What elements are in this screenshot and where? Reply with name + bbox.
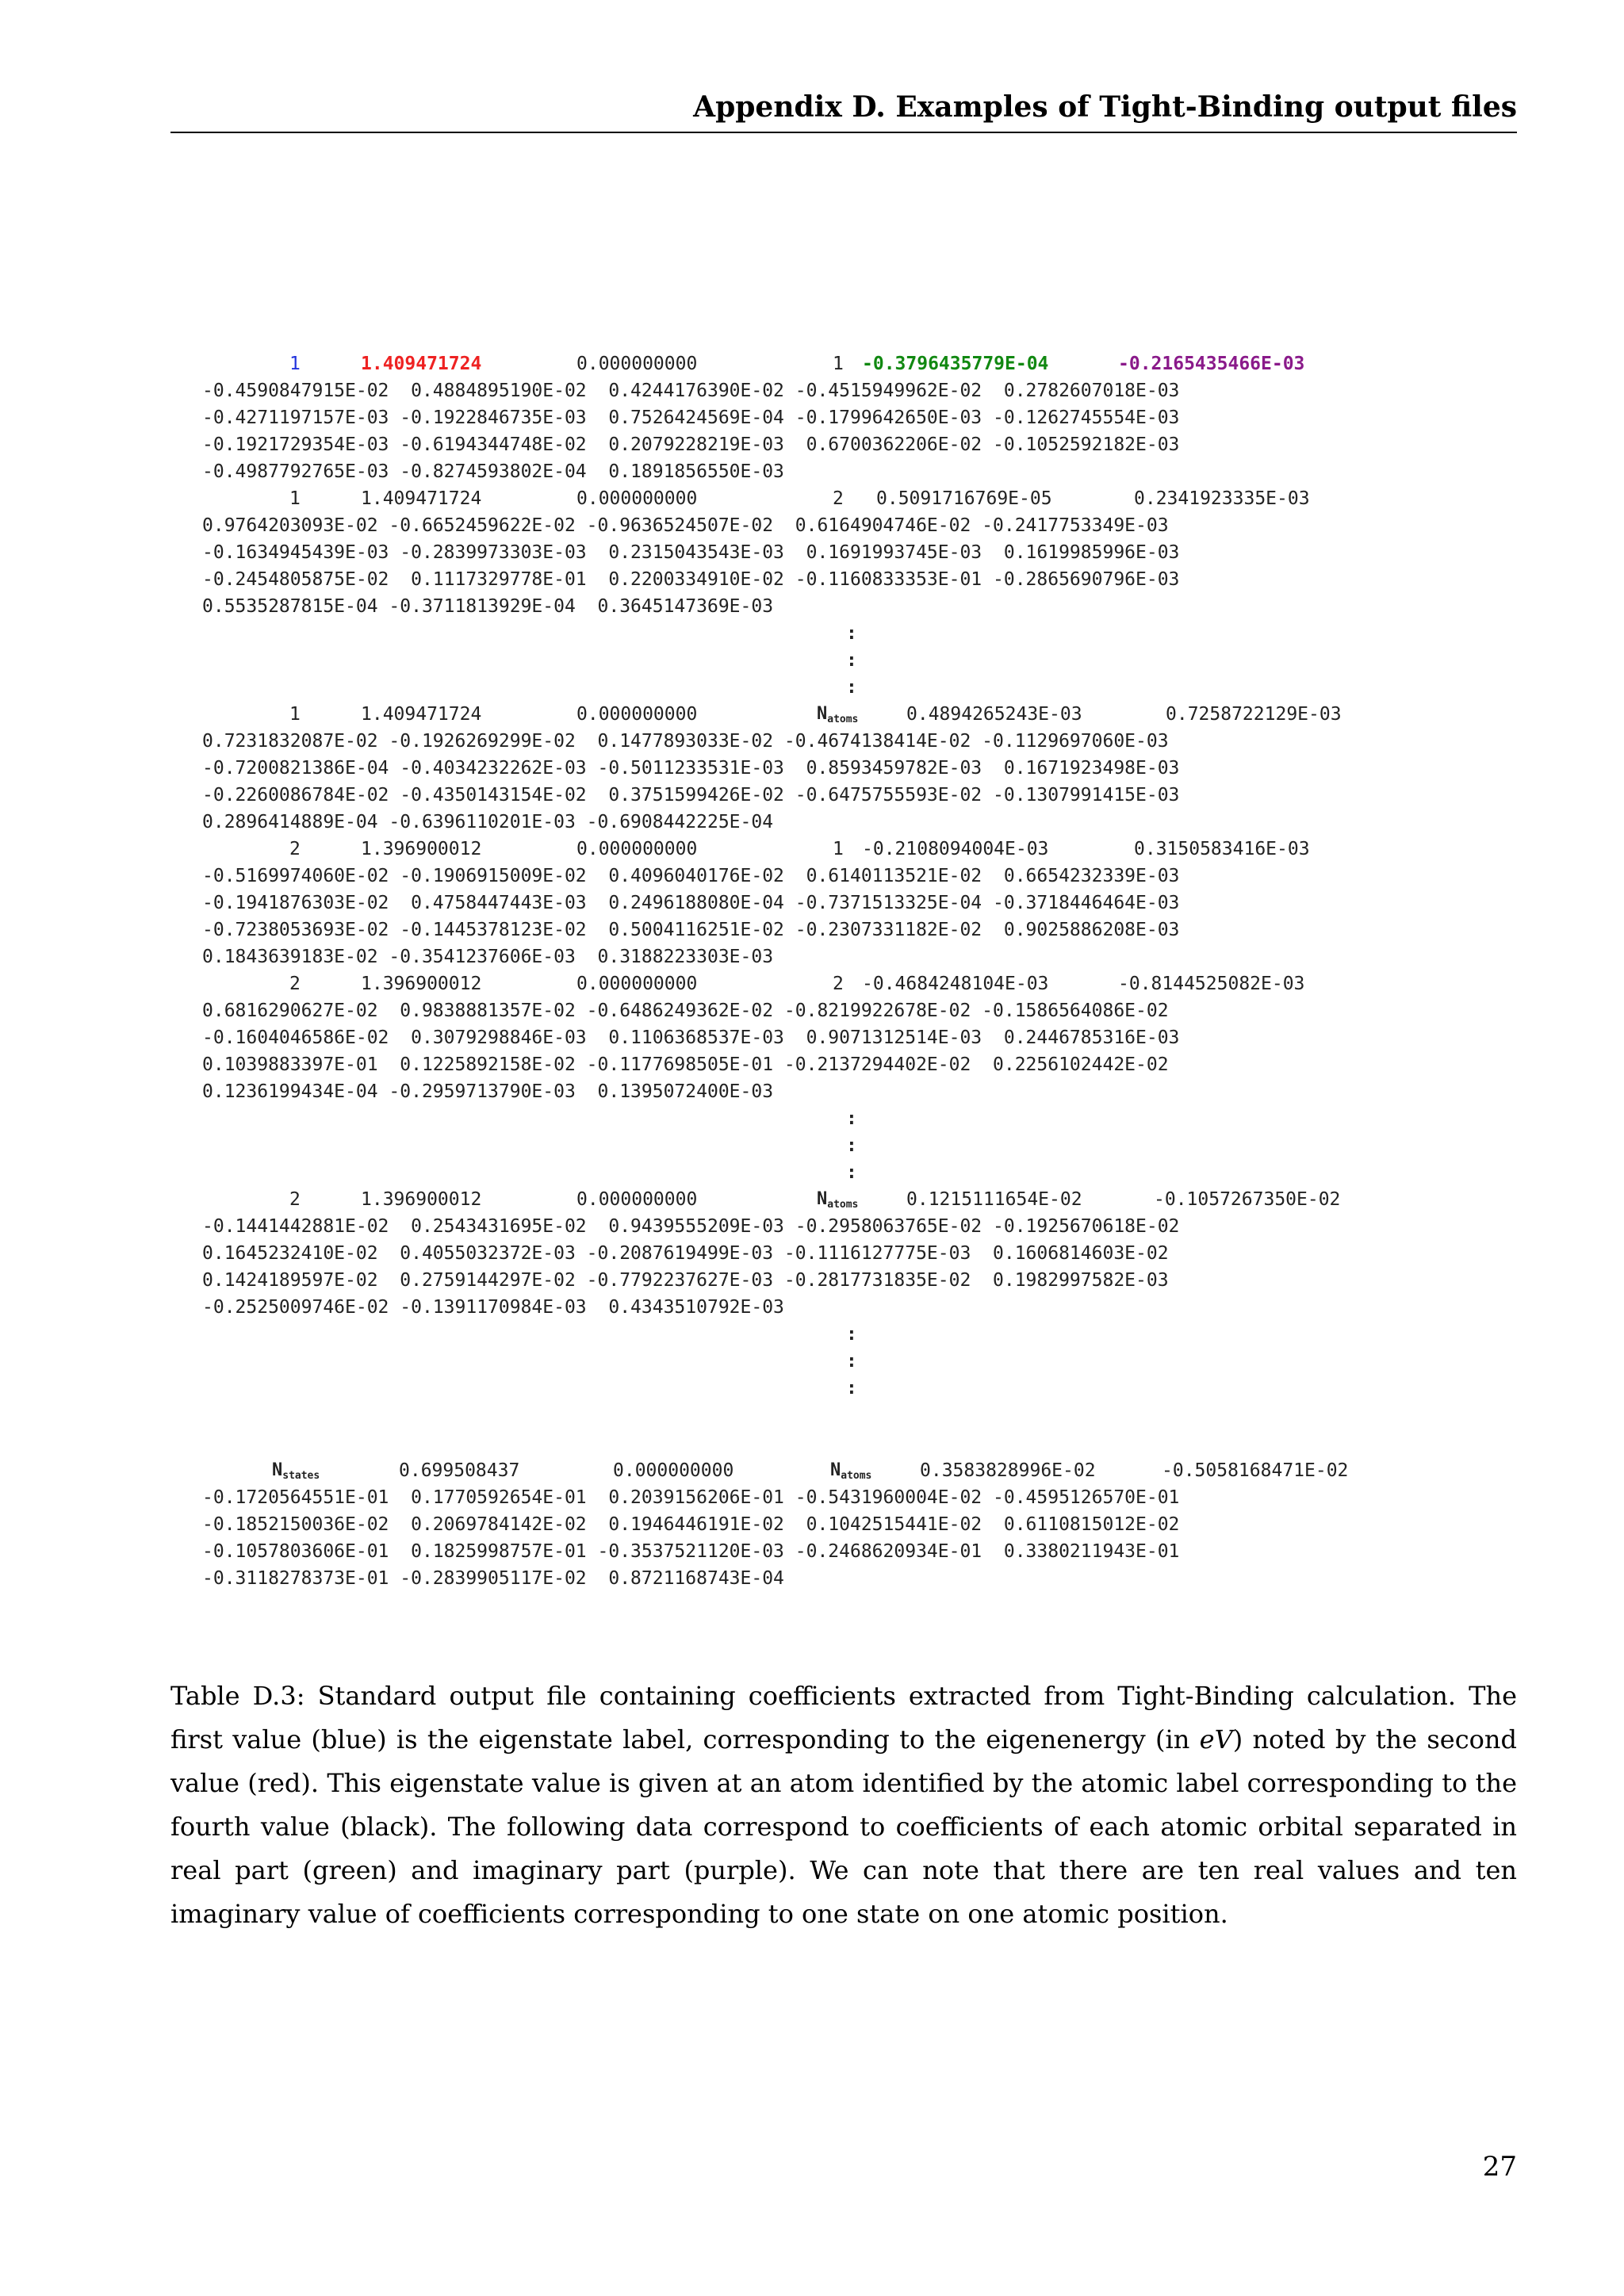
ellipsis-marker: : (846, 1324, 857, 1345)
table-caption (170, 1674, 1517, 1936)
coefficient-row: -0.7200821386E-04 -0.4034232262E-03 -0.5011233531E-03 0.8593459782E-03 0.1671923498E-03 (202, 758, 1180, 779)
eigenenergy-value: 1.396900012 (361, 1189, 482, 1210)
eigenenergy-value: 1.409471724 (361, 704, 482, 725)
coefficient-row: -0.1441442881E-02 0.2543431695E-02 0.9439555209E-03 -0.2958063765E-02 -0.1925670618E-02 (202, 1216, 1180, 1237)
zero-value: 0.000000000 (576, 488, 698, 509)
eigenenergy-value: 0.699508437 (399, 1460, 520, 1481)
coefficient-row: -0.1941876303E-02 0.4758447443E-03 0.2496188080E-04 -0.7371513325E-04 -0.3718446464E-03 (202, 893, 1180, 913)
n-states-label: $N_{states}$ (272, 1460, 320, 1482)
coefficient-row: 0.1039883397E-01 0.1225892158E-02 -0.1177698505E-01 -0.2137294402E-02 0.2256102442E-02 (202, 1054, 1169, 1075)
page-header (170, 86, 1517, 133)
eigenstate-label: 1 (289, 354, 301, 374)
coefficient-row: -0.4987792765E-03 -0.8274593802E-04 0.1891856550E-03 (202, 461, 784, 482)
coefficient-row: 0.7231832087E-02 -0.1926269299E-02 0.1477893033E-02 -0.4674138414E-02 -0.1129697060E-03 (202, 731, 1169, 752)
coefficient-row: 0.2896414889E-04 -0.6396110201E-03 -0.6908442225E-04 (202, 812, 774, 832)
listing-head-line (202, 839, 1511, 866)
zero-value: 0.000000000 (576, 839, 698, 859)
listing-head-line (202, 1189, 1511, 1216)
real-part-value: 0.1215111654E-02 (906, 1189, 1082, 1210)
imag-part-value: 0.3150583416E-03 (1134, 839, 1310, 859)
atom-label: 1 (833, 354, 844, 374)
n-atoms-label: $N_{atoms}$ (817, 1189, 859, 1211)
real-part-value: 0.5091716769E-05 (876, 488, 1052, 509)
imag-part-value: -0.2165435466E-03 (1118, 354, 1305, 374)
coefficient-row: -0.1604046586E-02 0.3079298846E-03 0.1106368537E-03 0.9071312514E-03 0.2446785316E-03 (202, 1027, 1180, 1048)
coefficient-row: 0.6816290627E-02 0.9838881357E-02 -0.6486249362E-02 -0.8219922678E-02 -0.1586564086E-02 (202, 1001, 1169, 1021)
ellipsis-marker: : (846, 623, 857, 644)
eigenstate-label: 2 (289, 1189, 301, 1210)
coefficient-row: -0.4590847915E-02 0.4884895190E-02 0.4244176390E-02 -0.4515949962E-02 0.2782607018E-03 (202, 381, 1180, 401)
zero-value: 0.000000000 (576, 1189, 698, 1210)
n-atoms-label: $N_{atoms}$ (817, 704, 859, 725)
page-number: 27 (1482, 2151, 1517, 2183)
listing-head-line (202, 354, 1511, 381)
atom-label: 1 (833, 839, 844, 859)
header-title: Appendix D. Examples of Tight-Binding output files (693, 90, 1517, 124)
atom-label: 2 (833, 488, 844, 509)
listing-head-line (202, 1460, 1511, 1487)
listing-head-line (202, 704, 1511, 731)
coefficient-row: -0.1720564551E-01 0.1770592654E-01 0.2039156206E-01 -0.5431960004E-02 -0.4595126570E-01 (202, 1487, 1180, 1508)
n-atoms-label: $N_{atoms}$ (830, 1460, 872, 1482)
tb-output-listing (202, 354, 1511, 1595)
coefficient-row: -0.2454805875E-02 0.1117329778E-01 0.2200334910E-02 -0.1160833353E-01 -0.2865690796E-03 (202, 569, 1180, 590)
caption-unit: eV (1199, 1724, 1233, 1755)
coefficient-row: -0.1634945439E-03 -0.2839973303E-03 0.2315043543E-03 0.1691993745E-03 0.1619985996E-03 (202, 542, 1180, 563)
imag-part-value: 0.7258722129E-03 (1166, 704, 1342, 725)
caption-text-b: ) noted by the second value (red). This eigenstate value is given at an atom identified by the atomic label corresponding to the fourth value (black). The following data correspond to coefficients of each atomic orbital separated in real part (green) and imaginary part (purple). We can note that there are ten real values and ten imaginary value of coefficients corresponding to one state on one atomic position. (170, 1724, 1518, 1929)
eigenenergy-value: 1.409471724 (361, 354, 482, 374)
coefficient-row: 0.9764203093E-02 -0.6652459622E-02 -0.9636524507E-02 0.6164904746E-02 -0.2417753349E-03 (202, 515, 1169, 536)
imag-part-value: 0.2341923335E-03 (1134, 488, 1310, 509)
eigenenergy-value: 1.396900012 (361, 839, 482, 859)
ellipsis-marker: : (846, 1162, 857, 1183)
ellipsis-marker: : (846, 677, 857, 698)
coefficient-row: -0.3118278373E-01 -0.2839905117E-02 0.8721168743E-04 (202, 1568, 784, 1589)
imag-part-value: -0.1057267350E-02 (1154, 1189, 1341, 1210)
real-part-value: -0.3796435779E-04 (862, 354, 1049, 374)
real-part-value: 0.4894265243E-03 (906, 704, 1082, 725)
zero-value: 0.000000000 (576, 354, 698, 374)
zero-value: 0.000000000 (576, 974, 698, 994)
listing-head-line (202, 488, 1511, 515)
eigenstate-label: 2 (289, 839, 301, 859)
atom-label: 2 (833, 974, 844, 994)
imag-part-value: -0.8144525082E-03 (1118, 974, 1305, 994)
ellipsis-marker: : (846, 650, 857, 671)
coefficient-row: -0.5169974060E-02 -0.1906915009E-02 0.4096040176E-02 0.6140113521E-02 0.6654232339E-03 (202, 866, 1180, 886)
caption-label: Table D.3: (170, 1681, 305, 1711)
eigenstate-label: 1 (289, 704, 301, 725)
caption-text-a: Standard output file containing coefficients extracted from Tight-Binding calculation. The first value (blue) is the eigenstate label, corresponding to the eigenenergy (in (170, 1681, 1518, 1755)
coefficient-row: 0.1236199434E-04 -0.2959713790E-03 0.1395072400E-03 (202, 1081, 774, 1102)
eigenenergy-value: 1.396900012 (361, 974, 482, 994)
ellipsis-marker: : (846, 1351, 857, 1372)
coefficient-row: -0.4271197157E-03 -0.1922846735E-03 0.7526424569E-04 -0.1799642650E-03 -0.1262745554E-03 (202, 408, 1180, 428)
coefficient-row: -0.1852150036E-02 0.2069784142E-02 0.1946446191E-02 0.1042515441E-02 0.6110815012E-02 (202, 1514, 1180, 1535)
coefficient-row: -0.1921729354E-03 -0.6194344748E-02 0.2079228219E-03 0.6700362206E-02 -0.1052592182E-03 (202, 434, 1180, 455)
real-part-value: -0.2108094004E-03 (862, 839, 1049, 859)
coefficient-row: 0.1843639183E-02 -0.3541237606E-03 0.3188223303E-03 (202, 947, 774, 967)
ellipsis-marker: : (846, 1135, 857, 1156)
eigenstate-label: 1 (289, 488, 301, 509)
ellipsis-marker: : (846, 1108, 857, 1129)
listing-head-line (202, 974, 1511, 1001)
coefficient-row: 0.1645232410E-02 0.4055032372E-03 -0.2087619499E-03 -0.1116127775E-03 0.1606814603E-02 (202, 1243, 1169, 1264)
eigenenergy-value: 1.409471724 (361, 488, 482, 509)
coefficient-row: -0.7238053693E-02 -0.1445378123E-02 0.5004116251E-02 -0.2307331182E-02 0.9025886208E-03 (202, 920, 1180, 940)
coefficient-row: 0.1424189597E-02 0.2759144297E-02 -0.7792237627E-03 -0.2817731835E-02 0.1982997582E-03 (202, 1270, 1169, 1291)
zero-value: 0.000000000 (576, 704, 698, 725)
coefficient-row: -0.2260086784E-02 -0.4350143154E-02 0.3751599426E-02 -0.6475755593E-02 -0.1307991415E-03 (202, 785, 1180, 806)
zero-value: 0.000000000 (613, 1460, 734, 1481)
real-part-value: -0.4684248104E-03 (862, 974, 1049, 994)
coefficient-row: 0.5535287815E-04 -0.3711813929E-04 0.3645147369E-03 (202, 596, 774, 617)
coefficient-row: -0.1057803606E-01 0.1825998757E-01 -0.3537521120E-03 -0.2468620934E-01 0.3380211943E-01 (202, 1541, 1180, 1562)
imag-part-value: -0.5058168471E-02 (1162, 1460, 1349, 1481)
eigenstate-label: 2 (289, 974, 301, 994)
vertical-gap (202, 1405, 1511, 1460)
coefficient-row: -0.2525009746E-02 -0.1391170984E-03 0.4343510792E-03 (202, 1297, 784, 1318)
ellipsis-marker: : (846, 1378, 857, 1399)
real-part-value: 0.3583828996E-02 (920, 1460, 1096, 1481)
